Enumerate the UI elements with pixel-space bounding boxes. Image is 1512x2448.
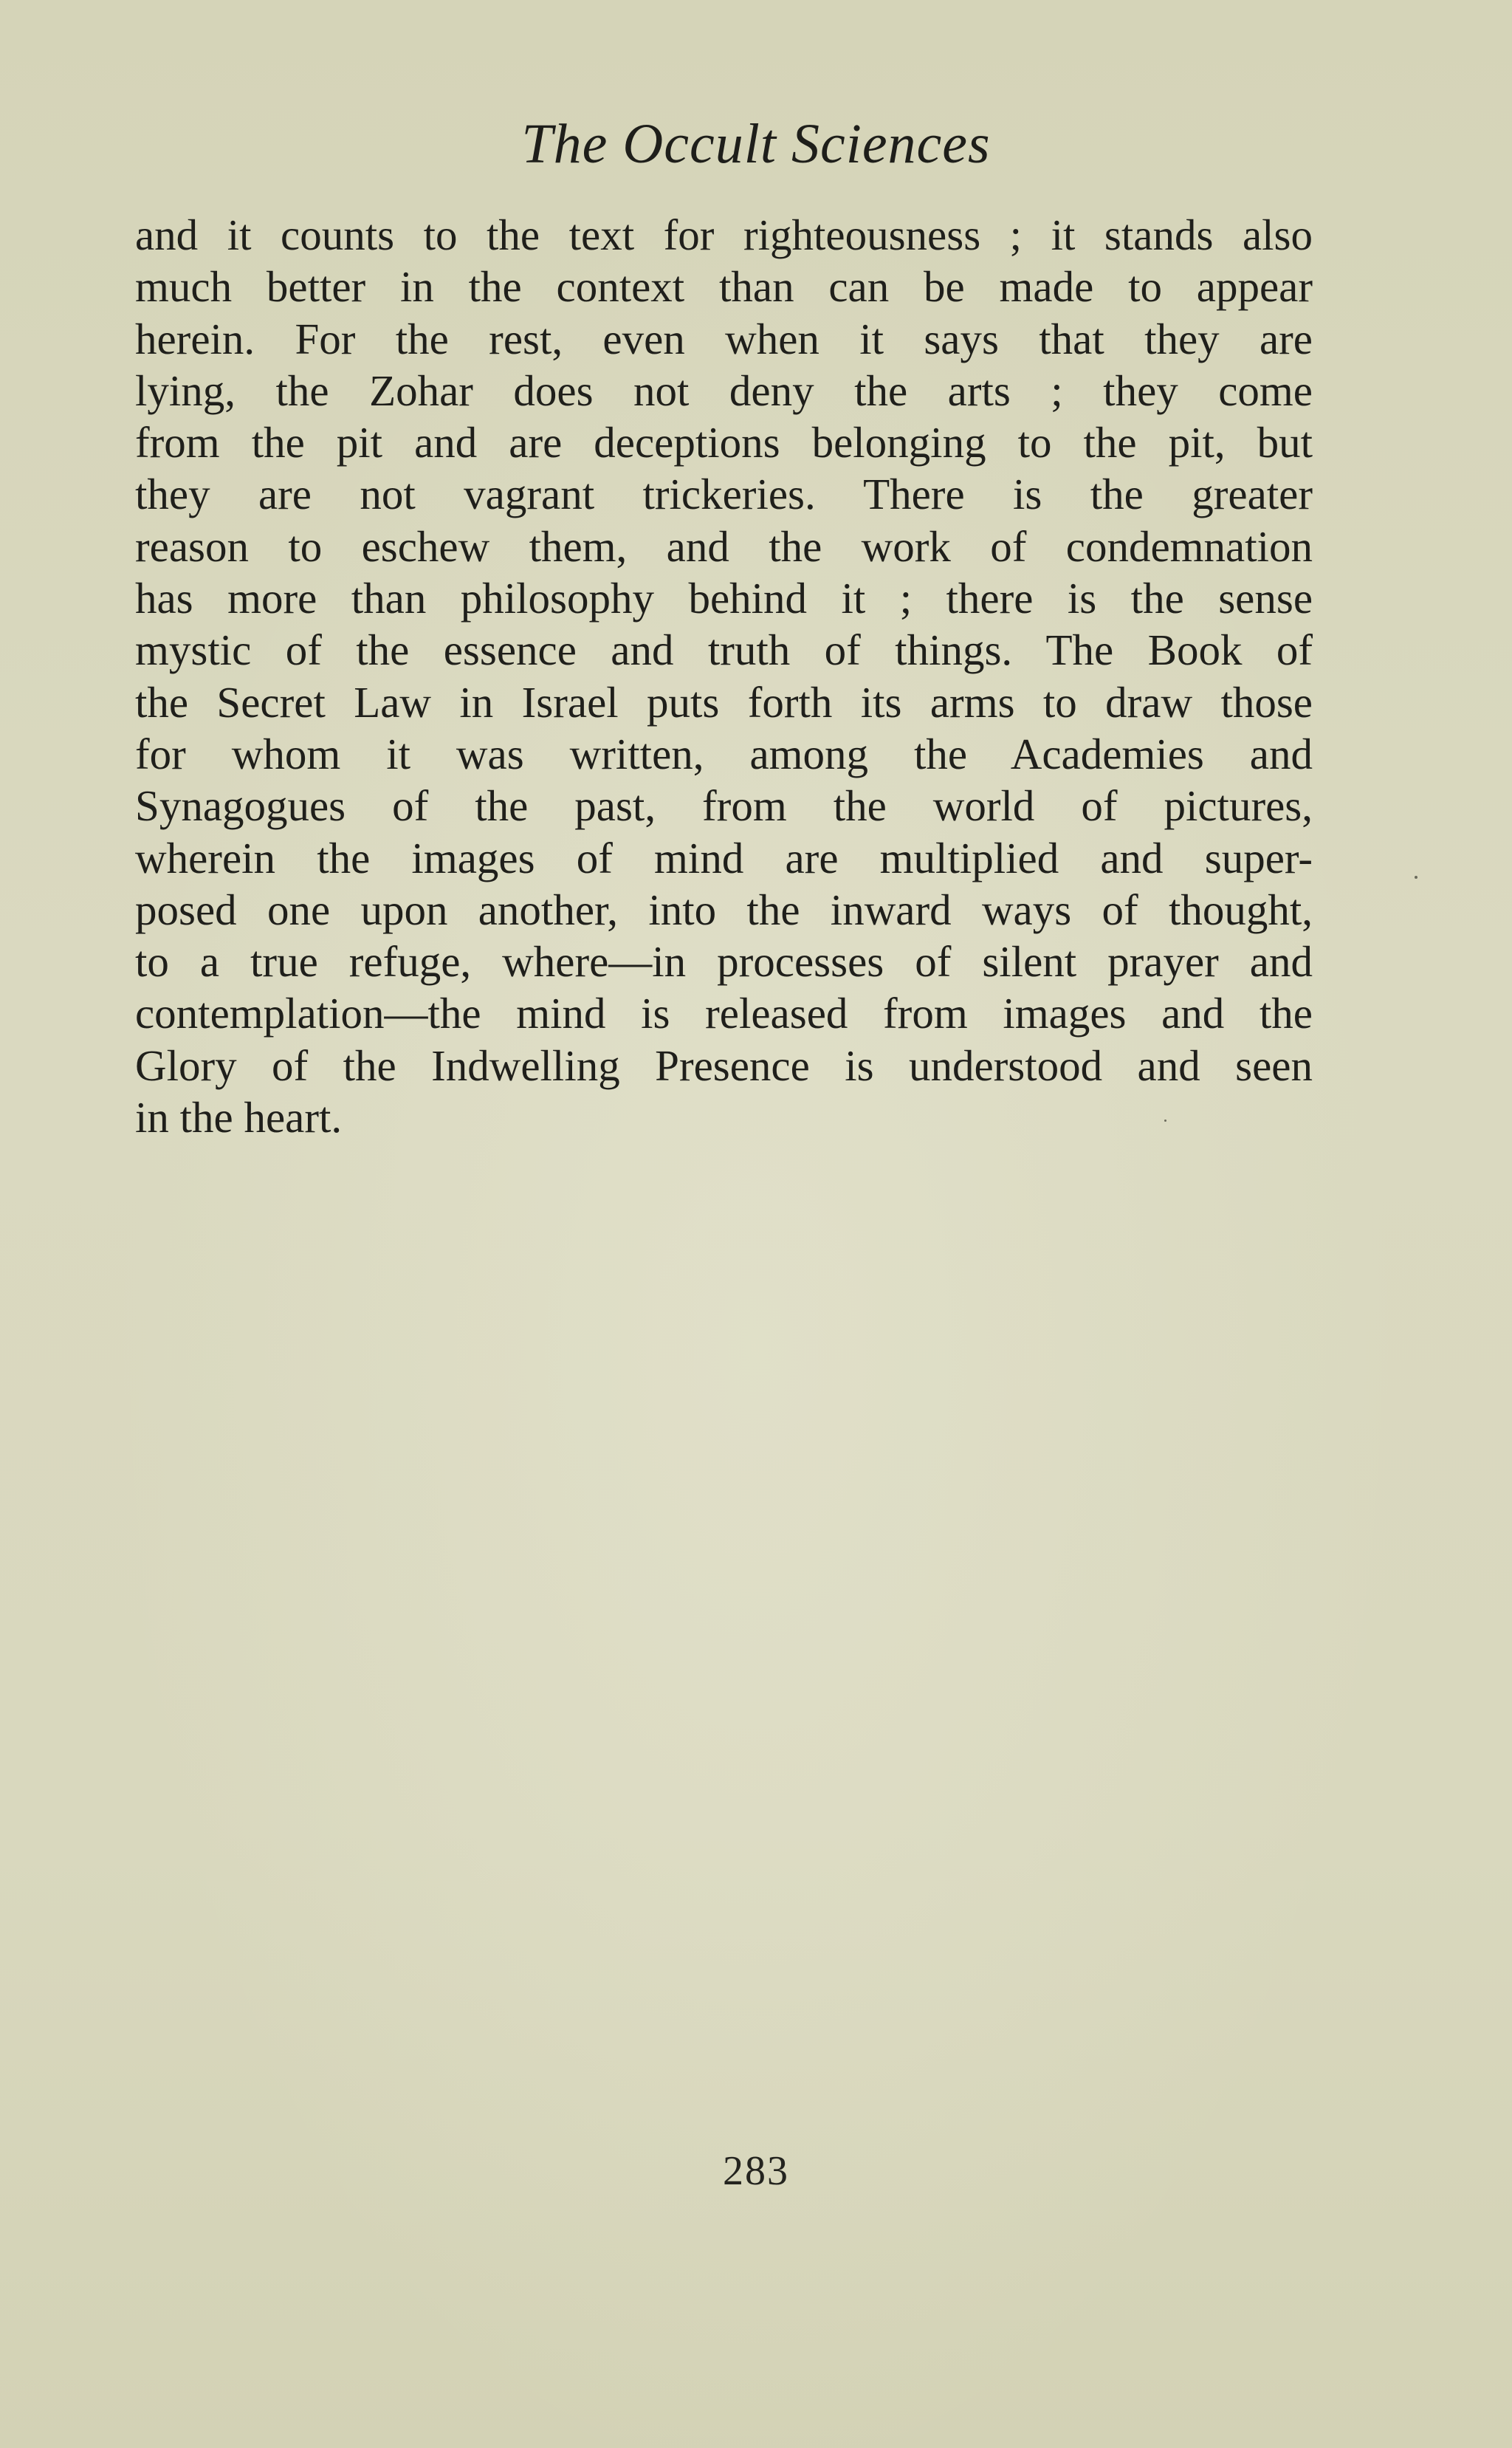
text-line-last: in the heart. xyxy=(135,1093,343,1142)
text-line: much better in the context than can be made to appear xyxy=(135,262,1313,312)
page-number: 283 xyxy=(723,2148,789,2194)
text-line: reason to eschew them, and the work of condemnation xyxy=(135,521,1313,571)
text-line: has more than philosophy behind it ; there is the sense xyxy=(135,574,1313,623)
text-line: wherein the images of mind are multiplied and super- xyxy=(135,833,1313,882)
paper-speck xyxy=(1415,876,1418,879)
running-head: The Occult Sciences xyxy=(521,113,991,175)
body-text xyxy=(135,209,1313,1143)
text-line: mystic of the essence and truth of things. The Book of xyxy=(135,625,1313,675)
paper-speck xyxy=(1164,1120,1166,1122)
text-line: for whom it was written, among the Academies and xyxy=(135,729,1313,778)
text-line: the Secret Law in Israel puts forth its arms to draw those xyxy=(135,677,1313,727)
text-line: from the pit and are deceptions belonging to the pit, but xyxy=(135,418,1313,467)
text-line: Synagogues of the past, from the world of pictures, xyxy=(135,781,1313,831)
text-line: they are not vagrant trickeries. There is the greater xyxy=(135,470,1313,519)
text-line: to a true refuge, where—in processes of silent prayer and xyxy=(135,937,1313,987)
text-line: posed one upon another, into the inward ways of thought, xyxy=(135,885,1313,934)
text-line: lying, the Zohar does not deny the arts ; they come xyxy=(135,366,1313,415)
text-line: contemplation—the mind is released from images and the xyxy=(135,989,1313,1038)
text-line: and it counts to the text for righteousness ; it stands also xyxy=(135,210,1313,259)
text-line: Glory of the Indwelling Presence is understood and seen xyxy=(135,1040,1313,1090)
text-line: herein. For the rest, even when it says that they are xyxy=(135,314,1313,363)
